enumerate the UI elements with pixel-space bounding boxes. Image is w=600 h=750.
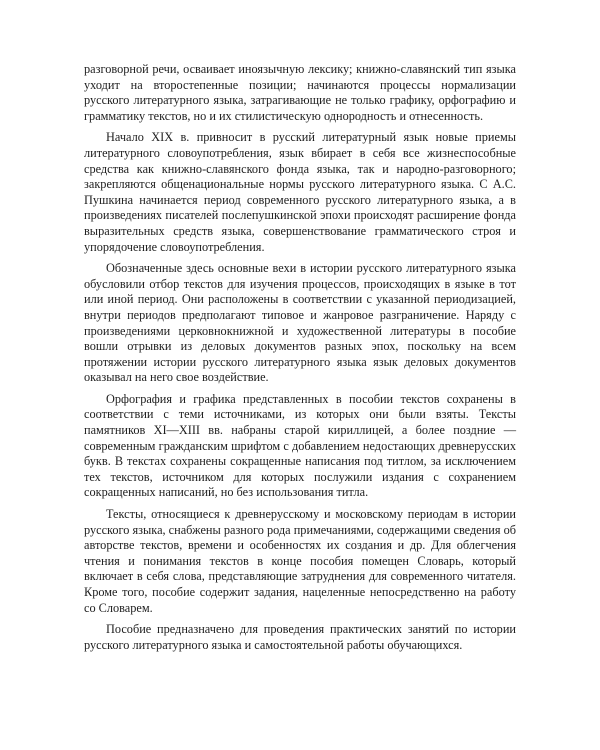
paragraph-purpose: Пособие предназначено для проведения практических занятий по истории русского литературного языка и самостоятельной работы обучающихся.	[84, 622, 516, 652]
paragraph-orthography: Орфография и графика представленных в пособии текстов сохранены в соответствии с теми источниками, из которых они были взяты. Тексты памятников XI—XIII вв. набраны старой кириллицей, а более поздние — современным гражданским шрифтом с добавлением недостающих древнерусских букв. В текстах сохранены сокращенные написания под титлом, за исключением тех текстов, источником для которых послужили издания с сохранением сокращенных написаний, но без использования титла.	[84, 391, 516, 500]
paragraph-continuation: разговорной речи, осваивает иноязычную лексику; книжно-славянский тип языка уходит на второстепенные позиции; начинаются процессы нормализации русского литературного языка, затрагивающие не только графику, орфографию и грамматику текстов, но и их стилистическую однородность и отнесенность.	[84, 62, 516, 123]
paragraph-notes-dictionary: Тексты, относящиеся к древнерусскому и московскому периодам в истории русского языка, снабжены разного рода примечаниями, содержащими сведения об авторстве текстов, времени и особенностях их создания и др. Для облегчения чтения и понимания текстов в конце пособия помещен Словарь, который включает в себя слова, представляющие затруднения для современного читателя. Кроме того, пособие содержит задания, нацеленные непосредственно на работу со Словарем.	[84, 507, 516, 615]
document-page	[84, 62, 516, 659]
paragraph-text-selection: Обозначенные здесь основные вехи в истории русского литературного языка обусловили отбор текстов для изучения процессов, происходящих в языке в тот или иной период. Они расположены в соответствии с указанной периодизацией, внутри периодов предполагают типовое и жанровое разграничение. Наряду с произведениями церковнокнижной и художественной литературы в пособие вошли отрывки из деловых документов разных эпох, поскольку на всем протяжении истории русского литературного языка язык деловых документов оказывал на него свое воздействие.	[84, 261, 516, 385]
paragraph-19th-century: Начало XIX в. привносит в русский литературный язык новые приемы литературного словоупотребления, язык вбирает в себя все жизнеспособные средства как книжно-славянского фонда языка, так и народно-разговорного; закрепляются общенациональные нормы русского литературного языка. С А.С. Пушкина начинается период современного русского литературного языка, а в произведениях писателей послепушкинской эпохи происходят расширение фонда выразительных средств языка, совершенствование грамматического строя и упорядочение словоупотребления.	[84, 130, 516, 254]
